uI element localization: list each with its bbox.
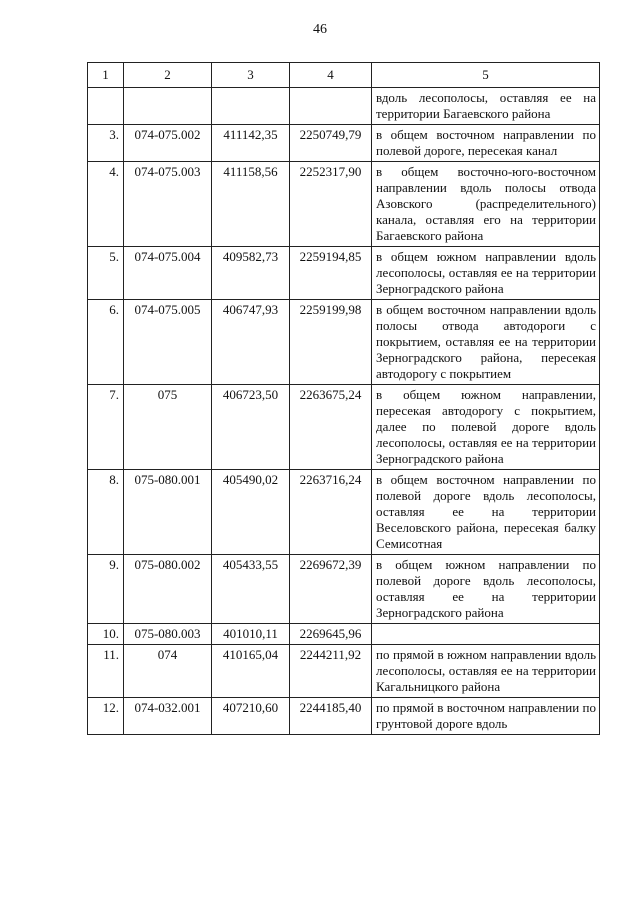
coordinates-table: [87, 62, 600, 735]
table-row: [88, 645, 600, 698]
header-cell: 2: [124, 63, 212, 88]
row-number: 7.: [88, 385, 124, 470]
table-row: [88, 162, 600, 247]
boundary-description: в общем восточном направлении по полевой дороге вдоль лесополосы, оставляя ее на территории Веселовского района, пересекая балку Семисотная: [372, 470, 600, 555]
boundary-description: в общем южном направлении, пересекая автодорогу с покрытием, далее по полевой дороге вдоль лесополосы, оставляя ее на территории Зерноградского района: [372, 385, 600, 470]
coord-x: [212, 88, 290, 125]
boundary-description: вдоль лесополосы, оставляя ее на территории Багаевского района: [372, 88, 600, 125]
table-row: [88, 385, 600, 470]
coord-x: 405490,02: [212, 470, 290, 555]
point-id: 074-075.003: [124, 162, 212, 247]
header-cell: 5: [372, 63, 600, 88]
table-row: [88, 125, 600, 162]
boundary-description: по прямой в южном направлении вдоль лесополосы, оставляя ее на территории Кагальницкого района: [372, 645, 600, 698]
coord-y: 2269645,96: [290, 624, 372, 645]
page-number: 46: [313, 22, 327, 37]
point-id: 074-075.002: [124, 125, 212, 162]
coord-x: 411142,35: [212, 125, 290, 162]
coord-y: 2269672,39: [290, 555, 372, 624]
coord-x: 407210,60: [212, 698, 290, 735]
point-id: [124, 88, 212, 125]
row-number: 3.: [88, 125, 124, 162]
coord-y: 2252317,90: [290, 162, 372, 247]
row-number: 8.: [88, 470, 124, 555]
coord-x: 401010,11: [212, 624, 290, 645]
boundary-description: в общем восточно-юго-восточном направлении вдоль полосы отвода Азовского (распределительного) канала, оставляя его на территории Багаевского района: [372, 162, 600, 247]
boundary-description: [372, 624, 600, 645]
row-number: 4.: [88, 162, 124, 247]
coord-x: 406747,93: [212, 300, 290, 385]
point-id: 074-075.004: [124, 247, 212, 300]
row-number: 9.: [88, 555, 124, 624]
table-row: [88, 88, 600, 125]
coord-x: 406723,50: [212, 385, 290, 470]
row-number: 6.: [88, 300, 124, 385]
point-id: 074-032.001: [124, 698, 212, 735]
table-row: [88, 247, 600, 300]
point-id: 074-075.005: [124, 300, 212, 385]
coord-x: 410165,04: [212, 645, 290, 698]
row-number: 5.: [88, 247, 124, 300]
row-number: 10.: [88, 624, 124, 645]
coord-y: 2244211,92: [290, 645, 372, 698]
row-number: [88, 88, 124, 125]
table-row: [88, 698, 600, 735]
table-header-row: [88, 63, 600, 88]
table-row: [88, 624, 600, 645]
table-row: [88, 300, 600, 385]
header-cell: 1: [88, 63, 124, 88]
point-id: 074: [124, 645, 212, 698]
table-row: [88, 555, 600, 624]
coord-y: 2250749,79: [290, 125, 372, 162]
coord-y: 2259194,85: [290, 247, 372, 300]
coord-x: 405433,55: [212, 555, 290, 624]
header-cell: 4: [290, 63, 372, 88]
coord-y: 2259199,98: [290, 300, 372, 385]
header-cell: 3: [212, 63, 290, 88]
coord-y: 2263675,24: [290, 385, 372, 470]
coord-x: 411158,56: [212, 162, 290, 247]
boundary-description: в общем восточном направлении вдоль полосы отвода автодороги с покрытием, оставляя ее на территории Зерноградского района, пересекая автодорогу с покрытием: [372, 300, 600, 385]
row-number: 11.: [88, 645, 124, 698]
coord-y: 2244185,40: [290, 698, 372, 735]
boundary-description: по прямой в восточном направлении по грунтовой дороге вдоль: [372, 698, 600, 735]
boundary-description: в общем восточном направлении по полевой дороге, пересекая канал: [372, 125, 600, 162]
coord-y: [290, 88, 372, 125]
coord-x: 409582,73: [212, 247, 290, 300]
table-row: [88, 470, 600, 555]
coord-y: 2263716,24: [290, 470, 372, 555]
boundary-description: в общем южном направлении вдоль лесополосы, оставляя ее на территории Зерноградского района: [372, 247, 600, 300]
point-id: 075-080.002: [124, 555, 212, 624]
point-id: 075: [124, 385, 212, 470]
point-id: 075-080.001: [124, 470, 212, 555]
point-id: 075-080.003: [124, 624, 212, 645]
boundary-description: в общем южном направлении по полевой дороге вдоль лесополосы, оставляя ее на территории Зерноградского района: [372, 555, 600, 624]
row-number: 12.: [88, 698, 124, 735]
